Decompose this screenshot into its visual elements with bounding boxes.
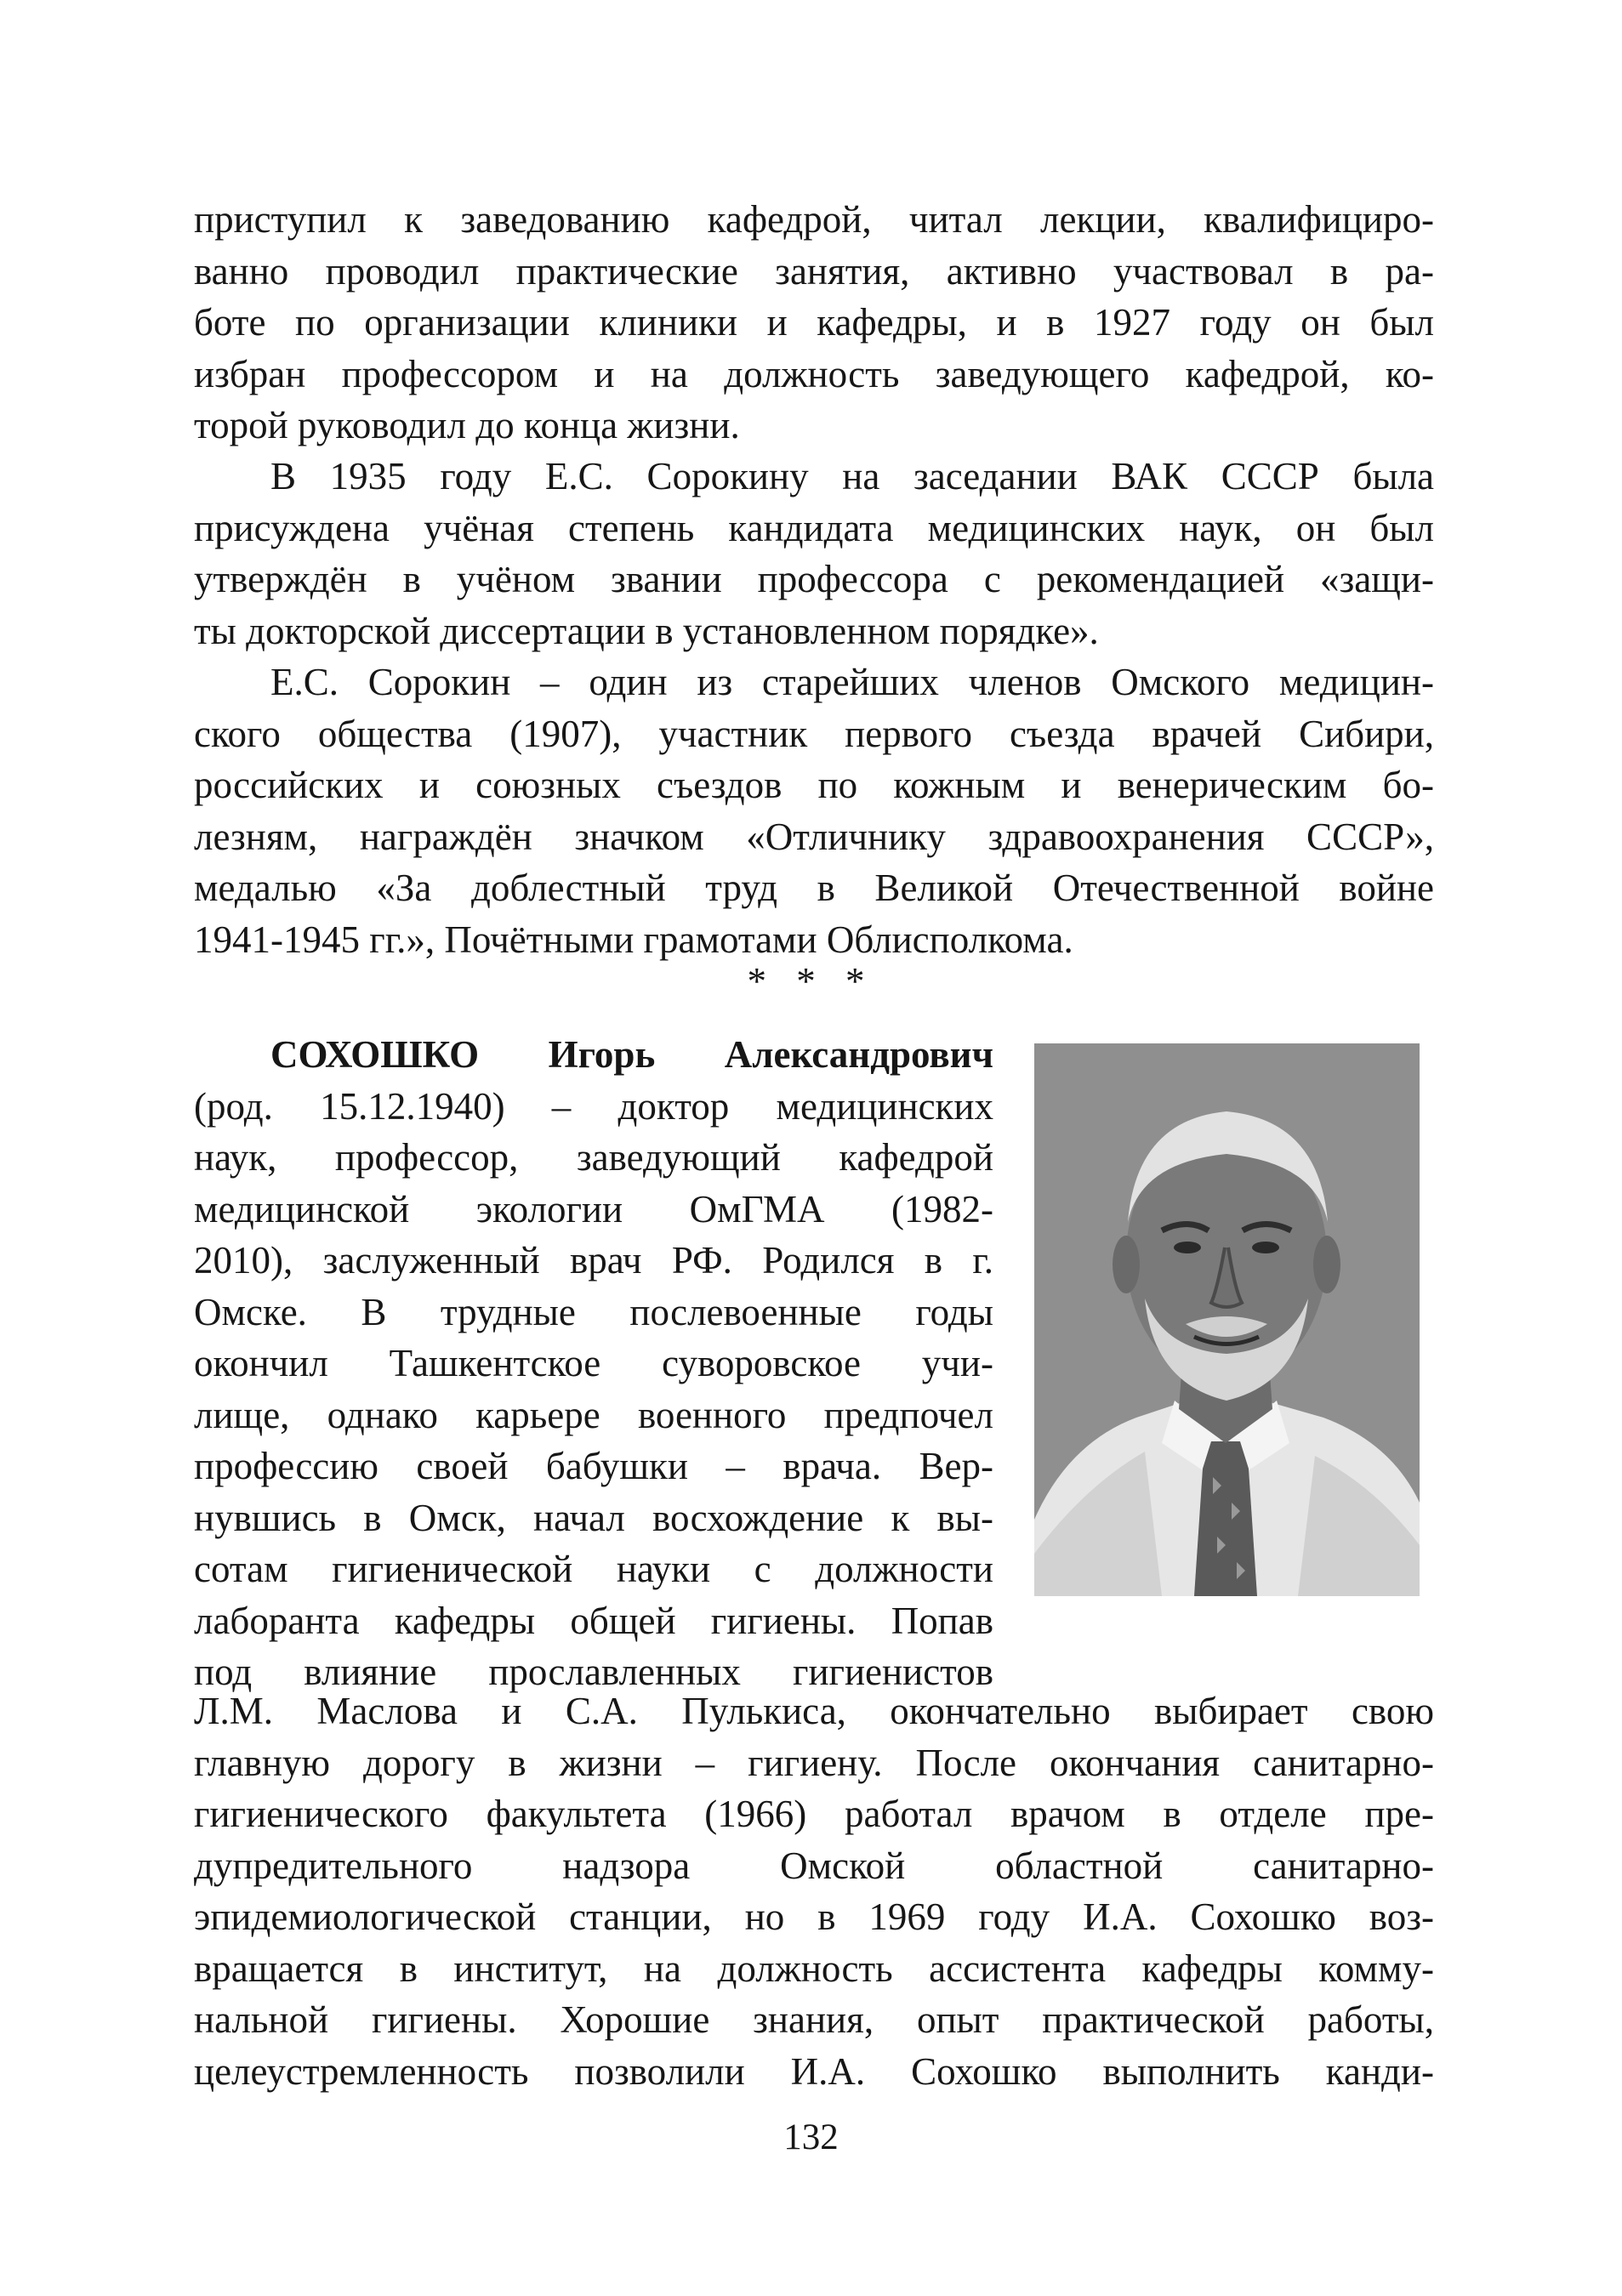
text-line: лаборанта кафедры общей гигиены. Попав [194,1599,993,1642]
paragraph-1 [194,194,1434,452]
biography-continued [194,1685,1434,2097]
paragraph-2 [194,451,1434,656]
text-line: вращается в институт, на должность ассистента кафедры комму- [194,1946,1434,1990]
text-line: медицинской экологии ОмГМА (1982- [194,1187,993,1230]
text-line: дупредительного надзора Омской областной санитарно- [194,1844,1434,1887]
text-line: лезням, награждён значком «Отличнику здравоохранения СССР», [194,815,1434,858]
text-line: медалью «За доблестный труд в Великой Отечественной войне [194,867,1434,909]
section-separator: * * * [747,960,875,1003]
text-line: ского общества (1907), участник первого съезда врачей Сибири, [194,712,1434,755]
portrait-photo [1034,1043,1420,1596]
text-line: окончил Ташкентское суворовское учи- [194,1342,993,1384]
text-line: (род. 15.12.1940) – доктор медицинских [194,1084,993,1128]
text-line: Е.С. Сорокин – один из старейших членов Омского медицин- [270,661,1434,703]
text-line: наук, профессор, заведующий кафедрой [194,1136,993,1179]
text-line: ванно проводил практические занятия, активно участвовал в ра- [194,249,1434,293]
text-line: 1941-1945 гг.», Почётными грамотами Облисполкома. [194,918,1073,961]
text-line: Л.М. Маслова и С.А. Пулькиса, окончательно выбирает свою [194,1690,1434,1732]
text-line: главную дорогу в жизни – гигиену. После окончания санитарно- [194,1741,1434,1784]
text-line: избран профессором и на должность заведующего кафедрой, ко- [194,352,1434,395]
text-line: боте по организации клиники и кафедры, и в 1927 году он был [194,301,1434,344]
paragraph-3 [194,656,1434,965]
text-line: нальной гигиены. Хорошие знания, опыт практической работы, [194,1998,1434,2041]
page-number: 132 [783,2117,839,2157]
text-line: Омске. В трудные послевоенные годы [194,1290,993,1333]
text-line: утверждён в учёном звании профессора с рекомендацией «защи- [194,558,1434,600]
text-line: ты докторской диссертации в установленном порядке». [194,609,1099,652]
text-line: торой руководил до конца жизни. [194,404,740,446]
text-line: сотам гигиенической науки с должности [194,1548,993,1590]
text-line: нувшись в Омск, начал восхождение к вы- [194,1496,993,1539]
biography-name: СОХОШКО Игорь Александрович [270,1033,993,1076]
text-line: под влияние прославленных гигиенистов [194,1651,993,1693]
biography-wrapped-text [194,1029,993,1698]
text-line: гигиенического факультета (1966) работал врачом в отделе пре- [194,1793,1434,1835]
text-line: профессию своей бабушки – врача. Вер- [194,1445,993,1487]
text-line: приступил к заведованию кафедрой, читал лекции, квалифициро- [194,198,1434,241]
text-line: эпидемиологической станции, но в 1969 году И.А. Сохошко воз- [194,1895,1434,1938]
text-line: присуждена учёная степень кандидата медицинских наук, он был [194,506,1434,549]
text-line: российских и союзных съездов по кожным и венерическим бо- [194,764,1434,806]
portrait-illustration [1034,1043,1420,1596]
text-line: лище, однако карьере военного предпочел [194,1393,993,1436]
text-line: 2010), заслуженный врач РФ. Родился в г. [194,1239,993,1282]
text-line: В 1935 году Е.С. Сорокину на заседании ВАК СССР была [270,455,1434,497]
text-line: целеустремленность позволили И.А. Сохошко выполнить канди- [194,2049,1434,2093]
